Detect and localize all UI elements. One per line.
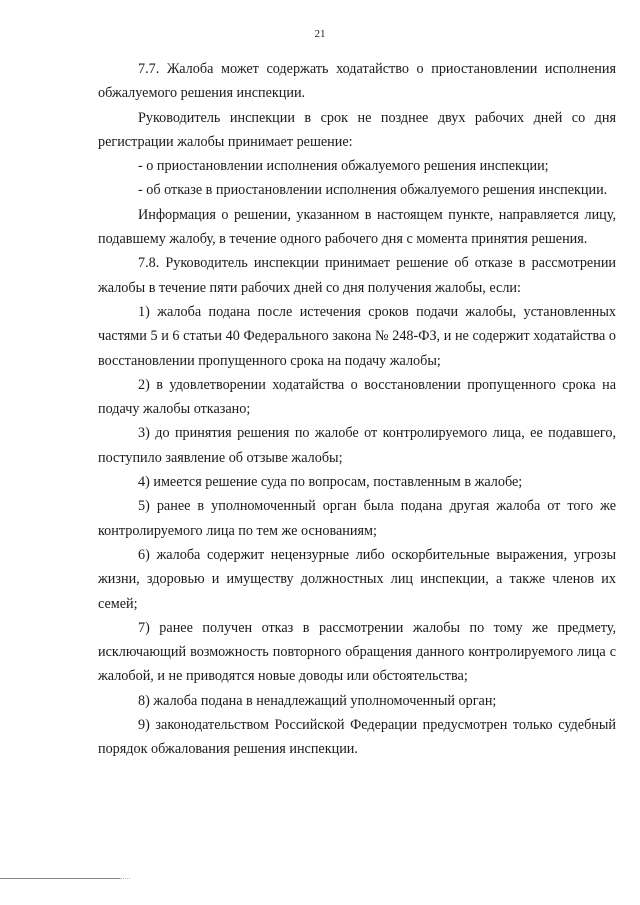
paragraph-head-decision: Руководитель инспекции в срок не позднее двух рабочих дней со дня регистрации жалобы принимает решение:	[98, 109, 616, 150]
list-item-7: 7) ранее получен отказ в рассмотрении жалобы по тому же предмету, исключающий возможность повторного обращения данного контролируемого лица с жалобой, и не приводятся новые доводы или обстоятельства;	[98, 619, 616, 685]
list-item-6: 6) жалоба содержит нецензурные либо оскорбительные выражения, угрозы жизни, здоровью и имуществу должностных лиц инспекции, а также членов их семей;	[98, 546, 616, 612]
list-item-1: 1) жалоба подана после истечения сроков подачи жалобы, установленных частями 5 и 6 статьи 40 Федерального закона № 248-ФЗ, и не содержит ходатайства о восстановлении пропущенного срока на подачу жалобы;	[98, 303, 616, 369]
paragraph-7-8: 7.8. Руководитель инспекции принимает решение об отказе в рассмотрении жалобы в течение пяти рабочих дней со дня получения жалобы, если:	[98, 255, 616, 296]
footer-divider	[0, 878, 120, 879]
list-item-2: 2) в удовлетворении ходатайства о восстановлении пропущенного срока на подачу жалобы отказано;	[98, 376, 616, 418]
list-item-5: 5) ранее в уполномоченный орган была подана другая жалоба от того же контролируемого лица по тем же основаниям;	[98, 498, 616, 539]
list-item-9: 9) законодательством Российской Федерации предусмотрен только судебный порядок обжалования решения инспекции.	[98, 717, 616, 758]
paragraph-option-refuse: - об отказе в приостановлении исполнения обжалуемого решения инспекции.	[138, 182, 608, 199]
page-number: 21	[314, 28, 326, 40]
list-item-3: 3) до принятия решения по жалобе от контролируемого лица, ее подавшего, поступило заявление об отзыве жалобы;	[98, 425, 616, 466]
list-item-4: 4) имеется решение суда по вопросам, поставленным в жалобе;	[138, 474, 523, 491]
document-body	[98, 57, 616, 762]
paragraph-option-suspend: - о приостановлении исполнения обжалуемого решения инспекции;	[138, 158, 549, 175]
paragraph-7-7: 7.7. Жалоба может содержать ходатайство о приостановлении исполнения обжалуемого решения инспекции.	[98, 61, 616, 102]
list-item-8: 8) жалоба подана в ненадлежащий уполномоченный орган;	[138, 692, 497, 709]
footer-divider-tail	[120, 878, 130, 879]
paragraph-decision-info: Информация о решении, указанном в настоящем пункте, направляется лицу, подавшему жалобу, в течение одного рабочего дня с момента принятия решения.	[98, 206, 616, 248]
